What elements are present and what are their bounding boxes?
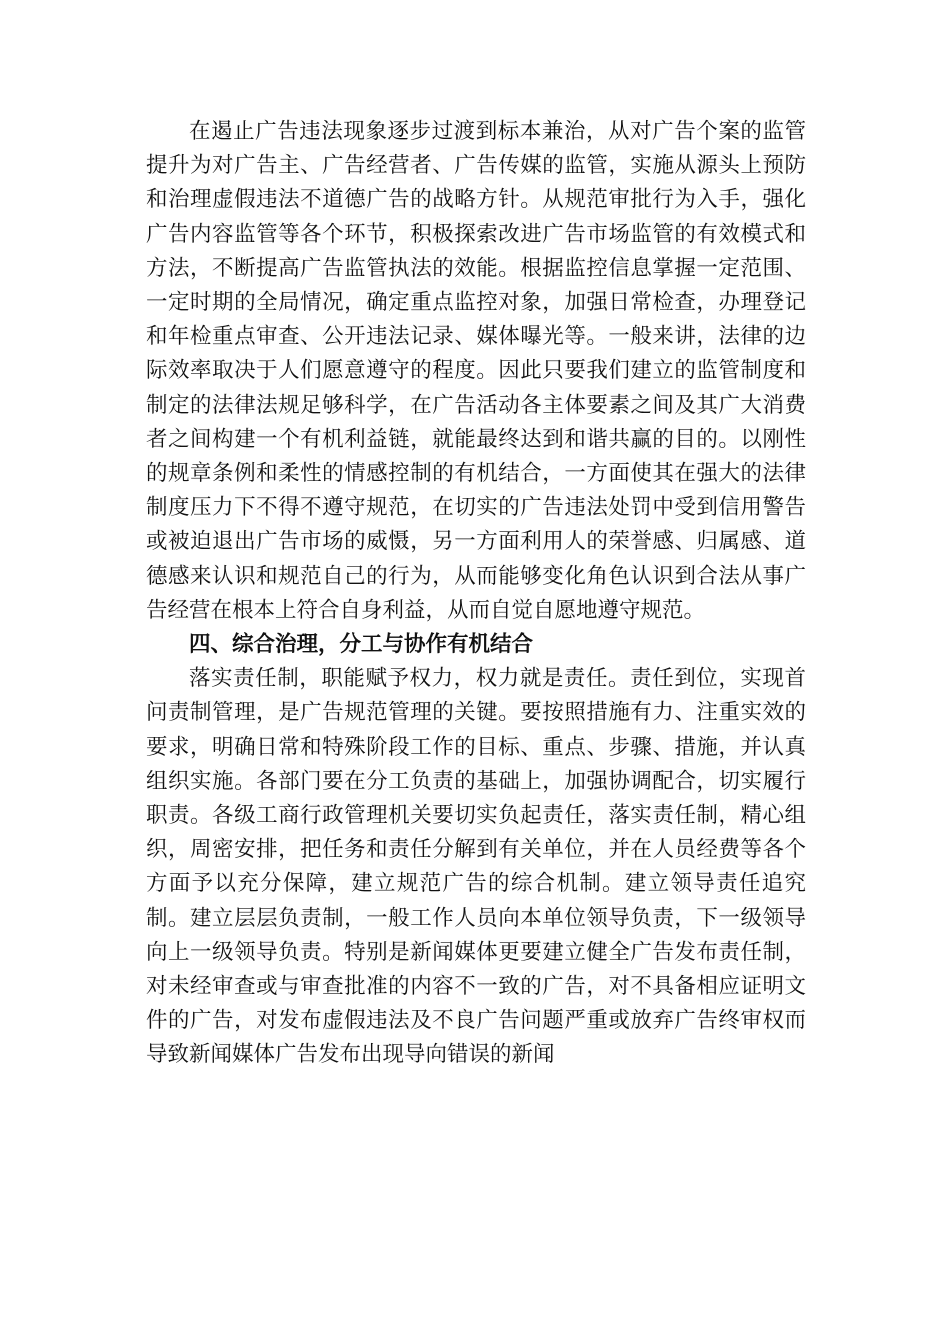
section-heading-4: 四、综合治理，分工与协作有机结合: [189, 632, 534, 658]
paragraph-2: 落实责任制，职能赋予权力，权力就是责任。责任到位，实现首问责制管理，是广告规范管理的关键。要按照措施有力、注重实效的要求，明确日常和特殊阶段工作的目标、重点、步骤、措施，并认真组织实施。各部门要在分工负责的基础上，加强协调配合，切实履行职责。各级工商行政管理机关要切实负起责任，落实责任制，精心组织，周密安排，把任务和责任分解到有关单位，并在人员经费等各个方面予以充分保障，建立规范广告的综合机制。建立领导责任追究制。建立层层负责制，一般工作人员向本单位领导负责，下一级领导向上一级领导负责。特别是新闻媒体更要建立健全广告发布责任制，对未经审查或与审查批准的内容不一致的广告，对不具备相应证明文件的广告，对发布虚假违法及不良广告问题严重或放弃广告终审权而导致新闻媒体广告发布出现导向错误的新闻: [146, 666, 806, 1068]
document-body: [146, 115, 806, 1073]
paragraph-1: 在遏止广告违法现象逐步过渡到标本兼治，从对广告个案的监管提升为对广告主、广告经营者、广告传媒的监管，实施从源头上预防和治理虚假违法不道德广告的战略方针。从规范审批行为入手，强化广告内容监管等各个环节，积极探索改进广告市场监管的有效模式和方法，不断提高广告监管执法的效能。根据监控信息掌握一定范围、一定时期的全局情况，确定重点监控对象，加强日常检查，办理登记和年检重点审查、公开违法记录、媒体曝光等。一般来讲，法律的边际效率取决于人们愿意遵守的程度。因此只要我们建立的监管制度和制定的法律法规足够科学，在广告活动各主体要素之间及其广大消费者之间构建一个有机利益链，就能最终达到和谐共赢的目的。以刚性的规章条例和柔性的情感控制的有机结合，一方面使其在强大的法律制度压力下不得不遵守规范，在切实的广告违法处罚中受到信用警告或被迫退出广告市场的威慑，另一方面利用人的荣誉感、归属感、道德感来认识和规范自己的行为，从而能够变化角色认识到合法从事广告经营在根本上符合自身利益，从而自觉自愿地遵守规范。: [146, 119, 806, 623]
